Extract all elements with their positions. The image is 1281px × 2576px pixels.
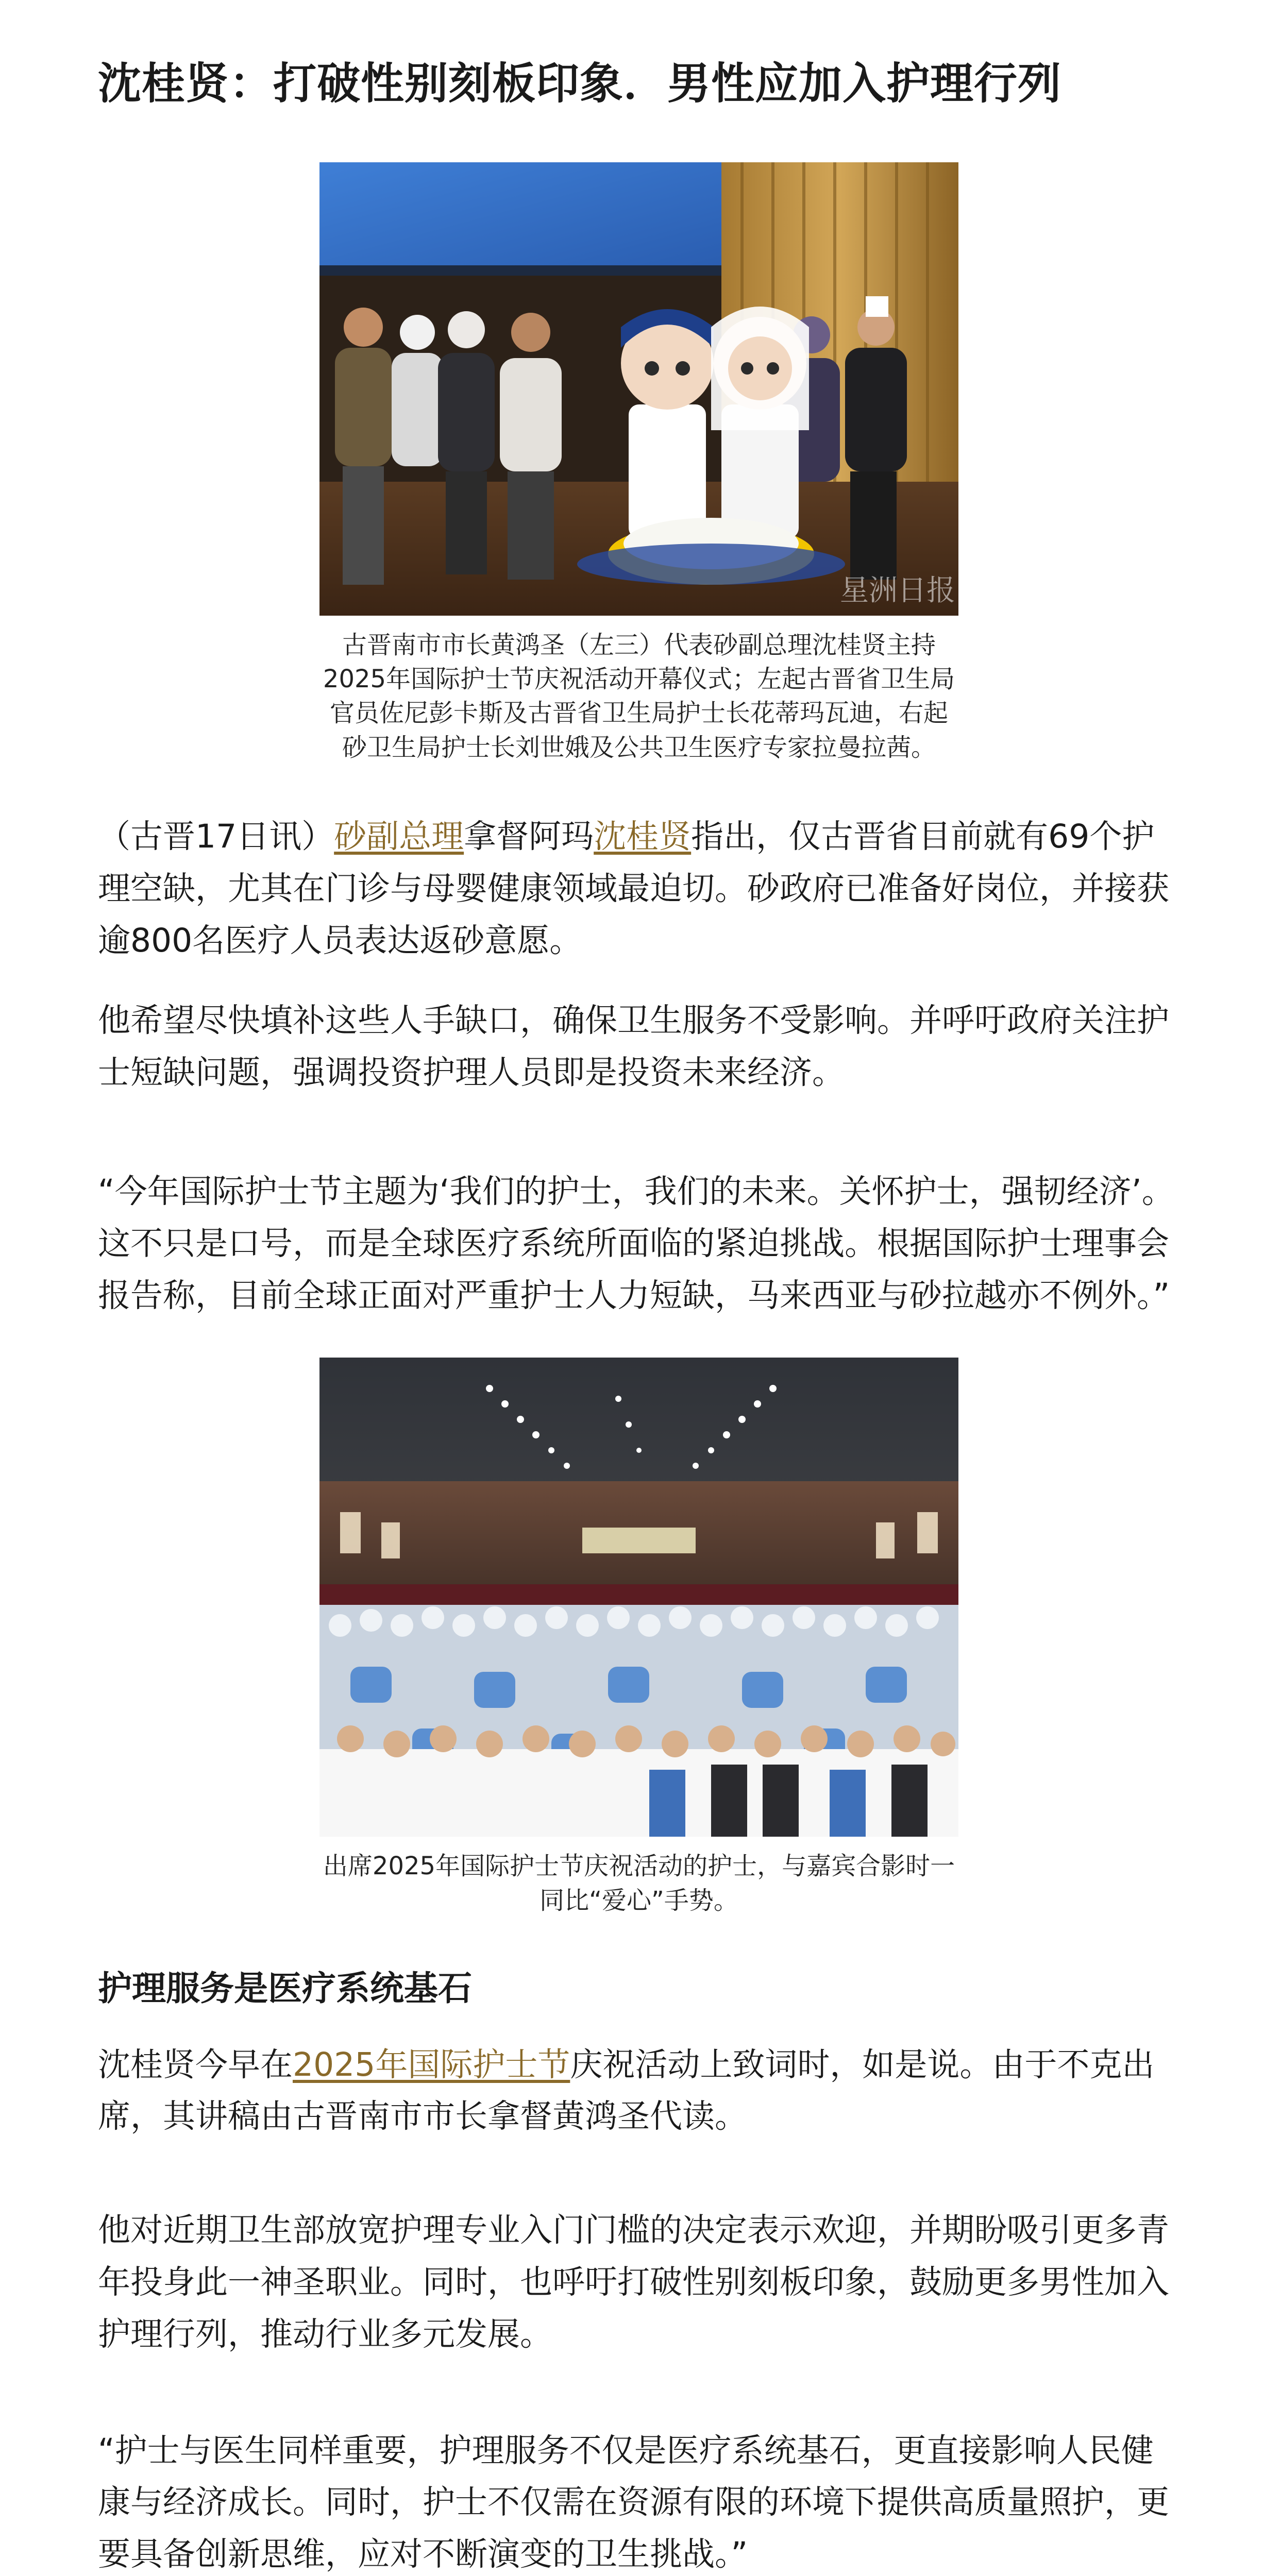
paragraph-1: （古晋17日讯）砂副总理拿督阿玛沈桂贤指出，仅古晋省目前就有69个护理空缺，尤其在门诊与母婴健康领域最迫切。砂政府已准备好岗位，并接获逾800名医疗人员表达返砂意愿。 [98, 817, 1169, 959]
watermark-text: 星洲日报 [840, 574, 955, 607]
paragraph-5: 他对近期卫生部放宽护理专业入门门槛的决定表示欢迎，并期盼吸引更多青年投身此一神圣职业。同时，也呼吁打破性别刻板印象，鼓励更多男性加入护理行列，推动行业多元发展。 [98, 2211, 1169, 2353]
paragraph-3-quote: “今年国际护士节主题为‘我们的护士，我们的未来。关怀护士，强韧经济’。这不只是口号，而是全球医疗系统所面临的紧迫挑战。根据国际护士理事会报告称，目前全球正面对严重护士人力短缺，马来西亚与砂拉越亦不例外。” [98, 1172, 1174, 1314]
paragraph-4: 沈桂贤今早在2025年国际护士节庆祝活动上致词时，如是说。由于不克出席，其讲稿由古晋南市市长拿督黄鸿圣代读。 [98, 2045, 1155, 2136]
link-sim-kui-hian[interactable]: 沈桂贤 [594, 817, 692, 855]
paragraph-6-quote: “护士与医生同样重要，护理服务不仅是医疗系统基石，更直接影响人民健康与经济成长。同时，护士不仅需在资源有限的环境下提供高质量照护，更要具备创新思维，应对不断演变的卫生挑战。” [98, 2431, 1169, 2573]
link-nurses-day-2025[interactable]: 2025年国际护士节 [293, 2045, 570, 2083]
article [98, 57, 1185, 2576]
caption-group-photo: 出席2025年国际护士节庆祝活动的护士，与嘉宾合影时一同比“爱心”手势。 [323, 1852, 955, 1915]
caption-ceremony: 古晋南市市长黄鸿圣（左三）代表砂副总理沈桂贤主持2025年国际护士节庆祝活动开幕仪式；左起古晋省卫生局官员佐尼彭卡斯及古晋省卫生局护士长花蒂玛瓦迪，右起砂卫生局护士长刘世娥及公共卫生医疗专家拉曼拉茜。 [323, 631, 955, 762]
paragraph-2: 他希望尽快填补这些人手缺口，确保卫生服务不受影响。并呼吁政府关注护士短缺问题，强调投资护理人员即是投资未来经济。 [98, 1002, 1169, 1092]
photo-ceremony [319, 162, 958, 616]
article-title: 沈桂贤：打破性别刻板印象．男性应加入护理行列 [98, 58, 1062, 109]
section-heading: 护理服务是医疗系统基石 [98, 1968, 472, 2008]
photo-group [319, 1358, 958, 1837]
figure-group-photo [319, 1358, 958, 1917]
figure-ceremony [319, 162, 958, 765]
link-deputy-premier[interactable]: 砂副总理 [334, 817, 464, 855]
